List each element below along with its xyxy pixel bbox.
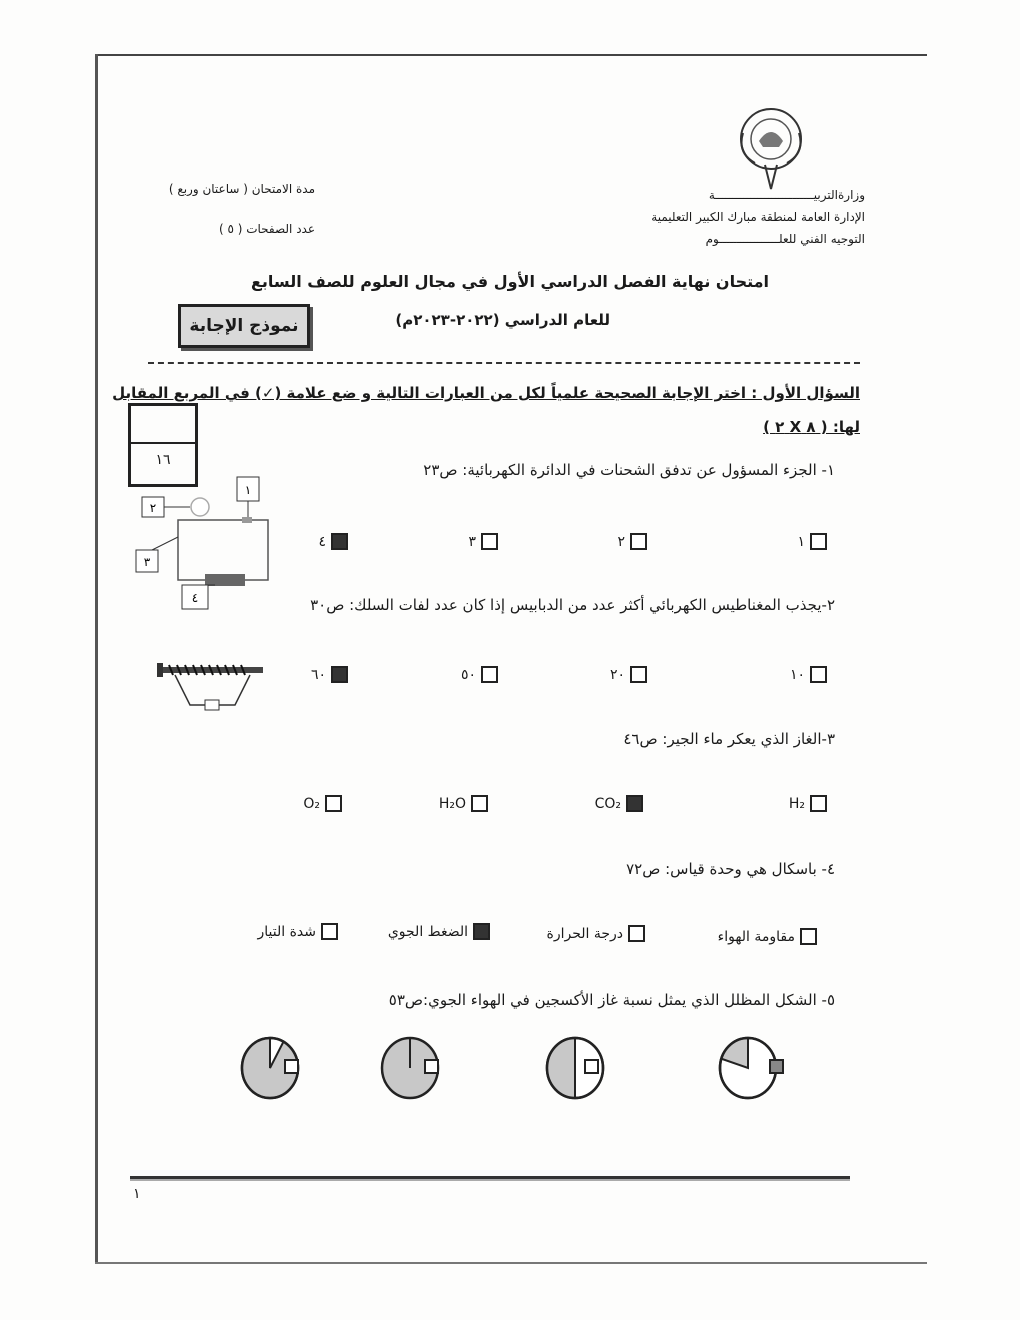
answer-model-box (178, 304, 310, 348)
q2-option-4[interactable]: ٦٠ (311, 666, 348, 683)
diagram-label-3: ٣ (143, 555, 151, 569)
checkbox-checked[interactable] (770, 1060, 783, 1073)
checkbox[interactable] (471, 795, 488, 812)
q3-option-1[interactable]: H₂ (789, 795, 827, 812)
circuit-diagram (130, 475, 280, 615)
question-marks: لها: ( ٨ X ٢ ) (763, 418, 860, 436)
scan-left-edge (95, 54, 98, 1264)
q4-option-1[interactable]: مقاومة الهواء (718, 928, 817, 945)
electromagnet-diagram (155, 655, 270, 720)
ministry-name: وزارةالتربيــــــــــــــــــــــــــــة (708, 188, 865, 202)
pie-option-1 (720, 1038, 776, 1098)
q1-option-4[interactable]: ٤ (318, 533, 348, 550)
score-value: ١٦ (155, 452, 171, 468)
question-3-text: ٣-الغاز الذي يعكر ماء الجير: ص٤٦ (623, 730, 835, 748)
checkbox[interactable] (425, 1060, 438, 1073)
question-4-text: ٤- باسكال هي وحدة قياس: ص٧٢ (626, 860, 835, 878)
question-1-text: ١- الجزء المسؤول عن تدفق الشحنات في الدائرة الكهربائية: ص٢٣ (423, 461, 835, 479)
question-2-text: ٢-يجذب المغناطيس الكهربائي أكثر عدد من الدبابيس إذا كان عدد لفات السلك: ص٣٠ (310, 596, 835, 614)
checkbox[interactable] (800, 928, 817, 945)
checkbox[interactable] (321, 923, 338, 940)
checkbox[interactable] (285, 1060, 298, 1073)
q4-option-4[interactable]: شدة التيار (258, 923, 339, 940)
checkbox[interactable] (810, 533, 827, 550)
q2-option-2[interactable]: ٢٠ (610, 666, 647, 683)
page-number: ١ (133, 1186, 141, 1202)
q3-option-3[interactable]: H₂O (439, 795, 488, 812)
checkbox[interactable] (630, 533, 647, 550)
academic-year: للعام الدراسي (٢٠٢٢-٢٠٢٣م) (395, 311, 610, 329)
q1-option-2[interactable]: ٢ (617, 533, 647, 550)
q1-option-1[interactable]: ١ (797, 533, 827, 550)
checkbox[interactable] (325, 795, 342, 812)
q3-option-4[interactable]: O₂ (303, 795, 342, 812)
kuwait-emblem-logo (735, 103, 807, 193)
diagram-label-1: ١ (244, 483, 252, 497)
checkbox-checked[interactable] (473, 923, 490, 940)
scan-bottom-edge (95, 1262, 927, 1264)
page-count: عدد الصفحات ( ٥ ) (218, 222, 315, 236)
diagram-label-2: ٢ (149, 501, 157, 515)
checkbox[interactable] (481, 666, 498, 683)
answer-model-label: نموذج الإجابة (189, 316, 299, 336)
q3-option-2[interactable]: CO₂ (595, 795, 643, 812)
checkbox[interactable] (810, 795, 827, 812)
q1-option-3[interactable]: ٣ (468, 533, 498, 550)
checkbox-checked[interactable] (626, 795, 643, 812)
checkbox[interactable] (585, 1060, 598, 1073)
q4-option-3[interactable]: الضغط الجوي (388, 923, 490, 940)
q2-option-3[interactable]: ٥٠ (461, 666, 498, 683)
checkbox-checked[interactable] (331, 533, 348, 550)
diagram-label-4: ٤ (191, 591, 199, 605)
footer-rule (130, 1176, 850, 1181)
exam-title: امتحان نهاية الفصل الدراسي الأول في مجال العلوم للصف السابع (250, 272, 770, 291)
checkbox[interactable] (630, 666, 647, 683)
scan-top-edge (95, 54, 927, 56)
q2-option-1[interactable]: ١٠ (790, 666, 827, 683)
directorate-name: الإدارة العامة لمنطقة مبارك الكبير التعليمية (651, 210, 865, 224)
exam-duration: مدة الامتحان ( ساعتان وربع ) (168, 182, 315, 196)
q4-option-2[interactable]: درجة الحرارة (546, 925, 645, 942)
dashed-divider (148, 362, 860, 364)
checkbox[interactable] (810, 666, 827, 683)
checkbox[interactable] (628, 925, 645, 942)
checkbox-checked[interactable] (331, 666, 348, 683)
question-5-text: ٥- الشكل المظلل الذي يمثل نسبة غاز الأكسجين في الهواء الجوي:ص٥٣ (388, 991, 835, 1009)
question-heading: السؤال الأول : اختر الإجابة الصحيحة علمياً لكل من العبارات التالية و ضع علامة (✓) في المربع المقابل (112, 384, 860, 402)
q5-pie-options (230, 1030, 850, 1110)
checkbox[interactable] (481, 533, 498, 550)
supervision-name: التوجيه الفني للعلـــــــــــــــــوم (705, 232, 865, 246)
